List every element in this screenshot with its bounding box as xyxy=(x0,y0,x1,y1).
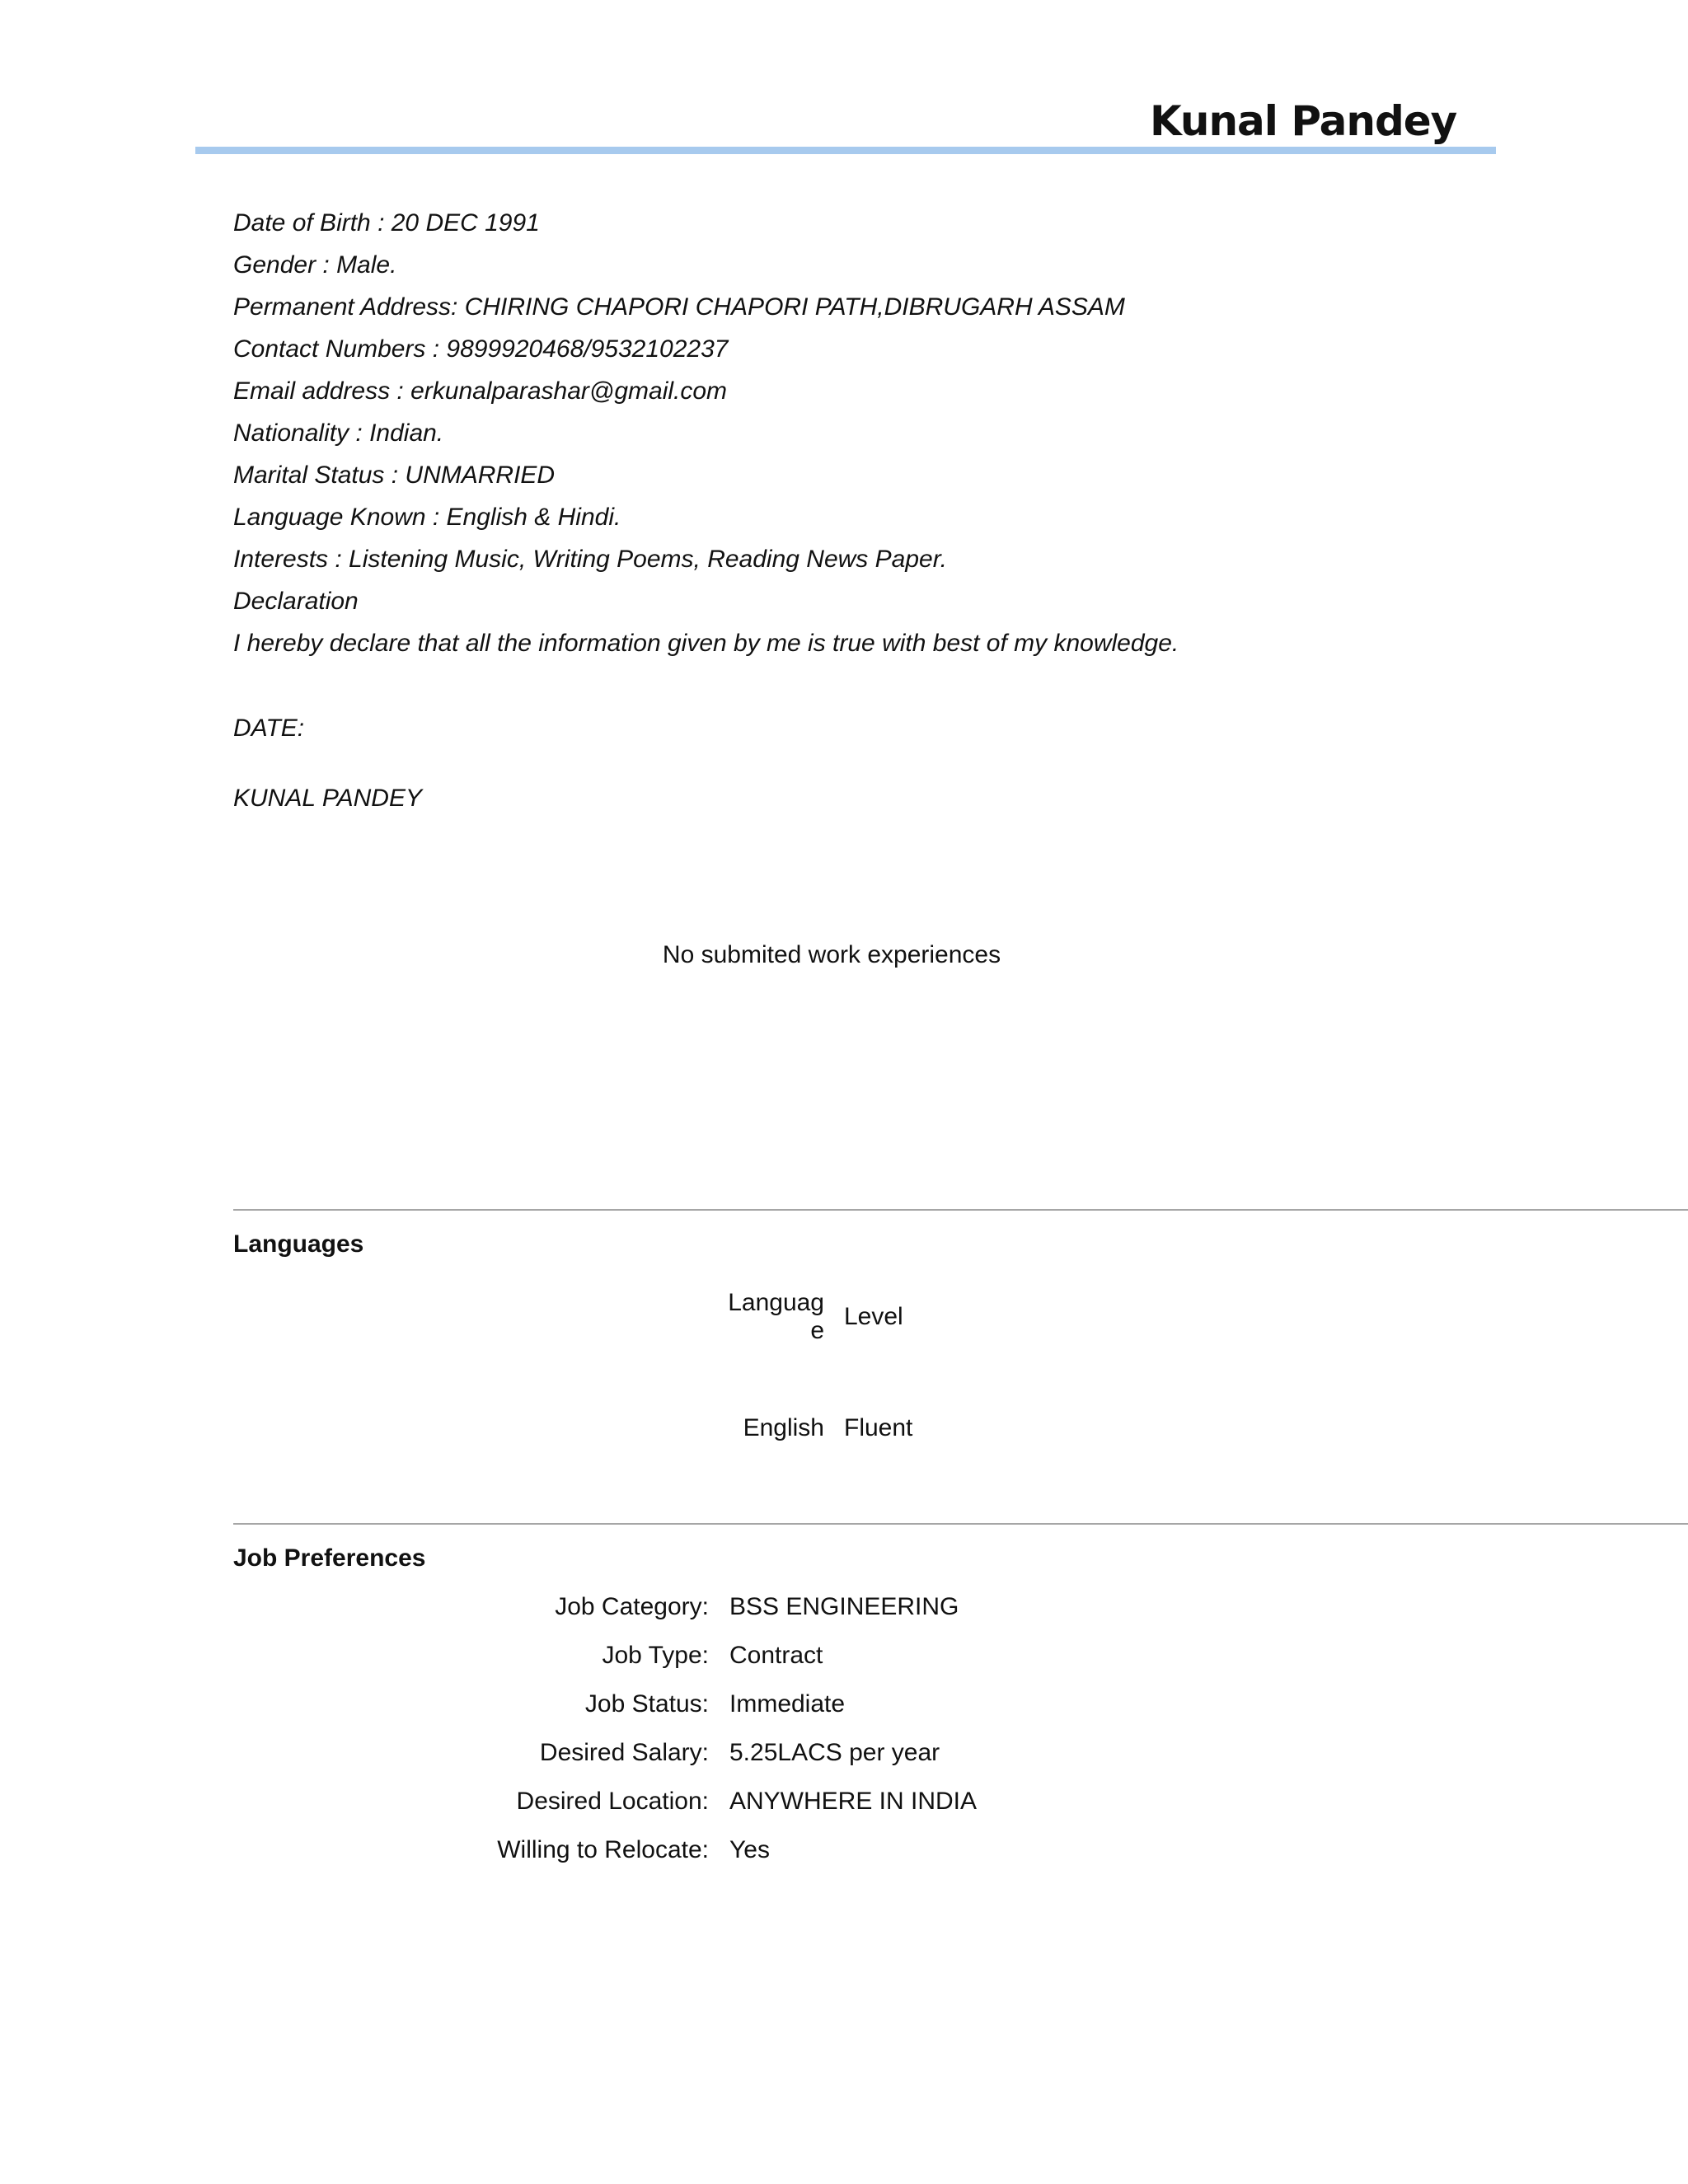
language-level: Fluent xyxy=(844,1414,913,1441)
marital-status-line: Marital Status : UNMARRIED xyxy=(233,462,556,489)
languages-header-language xyxy=(701,1289,824,1345)
dob-line: Date of Birth : 20 DEC 1991 xyxy=(233,209,540,237)
languages-header-level: Level xyxy=(844,1303,903,1330)
languages-divider xyxy=(233,1209,1688,1211)
pref-label: Job Type: xyxy=(602,1642,709,1669)
pref-value: Yes xyxy=(729,1836,770,1863)
languages-header-language-part2: e xyxy=(810,1317,824,1344)
pref-row-job-status xyxy=(396,1690,977,1739)
pref-label: Willing to Relocate: xyxy=(497,1836,709,1863)
job-preferences-divider xyxy=(233,1523,1688,1525)
pref-row-desired-location xyxy=(396,1788,977,1836)
language-name: English xyxy=(743,1414,824,1441)
pref-value: Immediate xyxy=(729,1690,846,1718)
email-line: Email address : erkunalparashar@gmail.com xyxy=(233,377,728,405)
job-preferences-list xyxy=(396,1593,977,1885)
interests-line: Interests : Listening Music, Writing Poems, Reading News Paper. xyxy=(233,546,947,573)
languages-header-language-part1: Languag xyxy=(728,1289,824,1316)
languages-known-line: Language Known : English & Hindi. xyxy=(233,504,621,531)
candidate-name: Kunal Pandey xyxy=(1150,97,1457,145)
pref-label: Job Status: xyxy=(584,1690,709,1718)
signature-name: KUNAL PANDEY xyxy=(233,785,422,812)
personal-info xyxy=(233,202,1552,819)
header-rule xyxy=(195,147,1496,154)
languages-title: Languages xyxy=(233,1230,364,1258)
declaration-text: I hereby declare that all the information given by me is true with best of my knowledge. xyxy=(233,630,1179,657)
pref-value: Contract xyxy=(729,1642,823,1669)
pref-label: Desired Location: xyxy=(516,1788,709,1815)
pref-row-willing-to-relocate xyxy=(396,1836,977,1885)
nationality-line: Nationality : Indian. xyxy=(233,419,444,447)
job-preferences-title: Job Preferences xyxy=(233,1544,426,1572)
pref-value: BSS ENGINEERING xyxy=(729,1593,959,1620)
gender-line: Gender : Male. xyxy=(233,251,397,279)
declaration-heading: Declaration xyxy=(233,588,359,615)
contact-line: Contact Numbers : 9899920468/9532102237 xyxy=(233,335,729,363)
pref-label: Job Category: xyxy=(555,1593,709,1620)
pref-value: 5.25LACS per year xyxy=(729,1739,940,1766)
pref-label: Desired Salary: xyxy=(539,1739,709,1766)
pref-row-job-category xyxy=(396,1593,977,1642)
date-label: DATE: xyxy=(233,715,305,742)
pref-row-desired-salary xyxy=(396,1739,977,1788)
address-line: Permanent Address: CHIRING CHAPORI CHAPORI PATH,DIBRUGARH ASSAM xyxy=(233,293,1125,321)
pref-value: ANYWHERE IN INDIA xyxy=(729,1788,978,1815)
no-work-experience-message: No submited work experiences xyxy=(662,941,1001,968)
pref-row-job-type xyxy=(396,1642,977,1690)
